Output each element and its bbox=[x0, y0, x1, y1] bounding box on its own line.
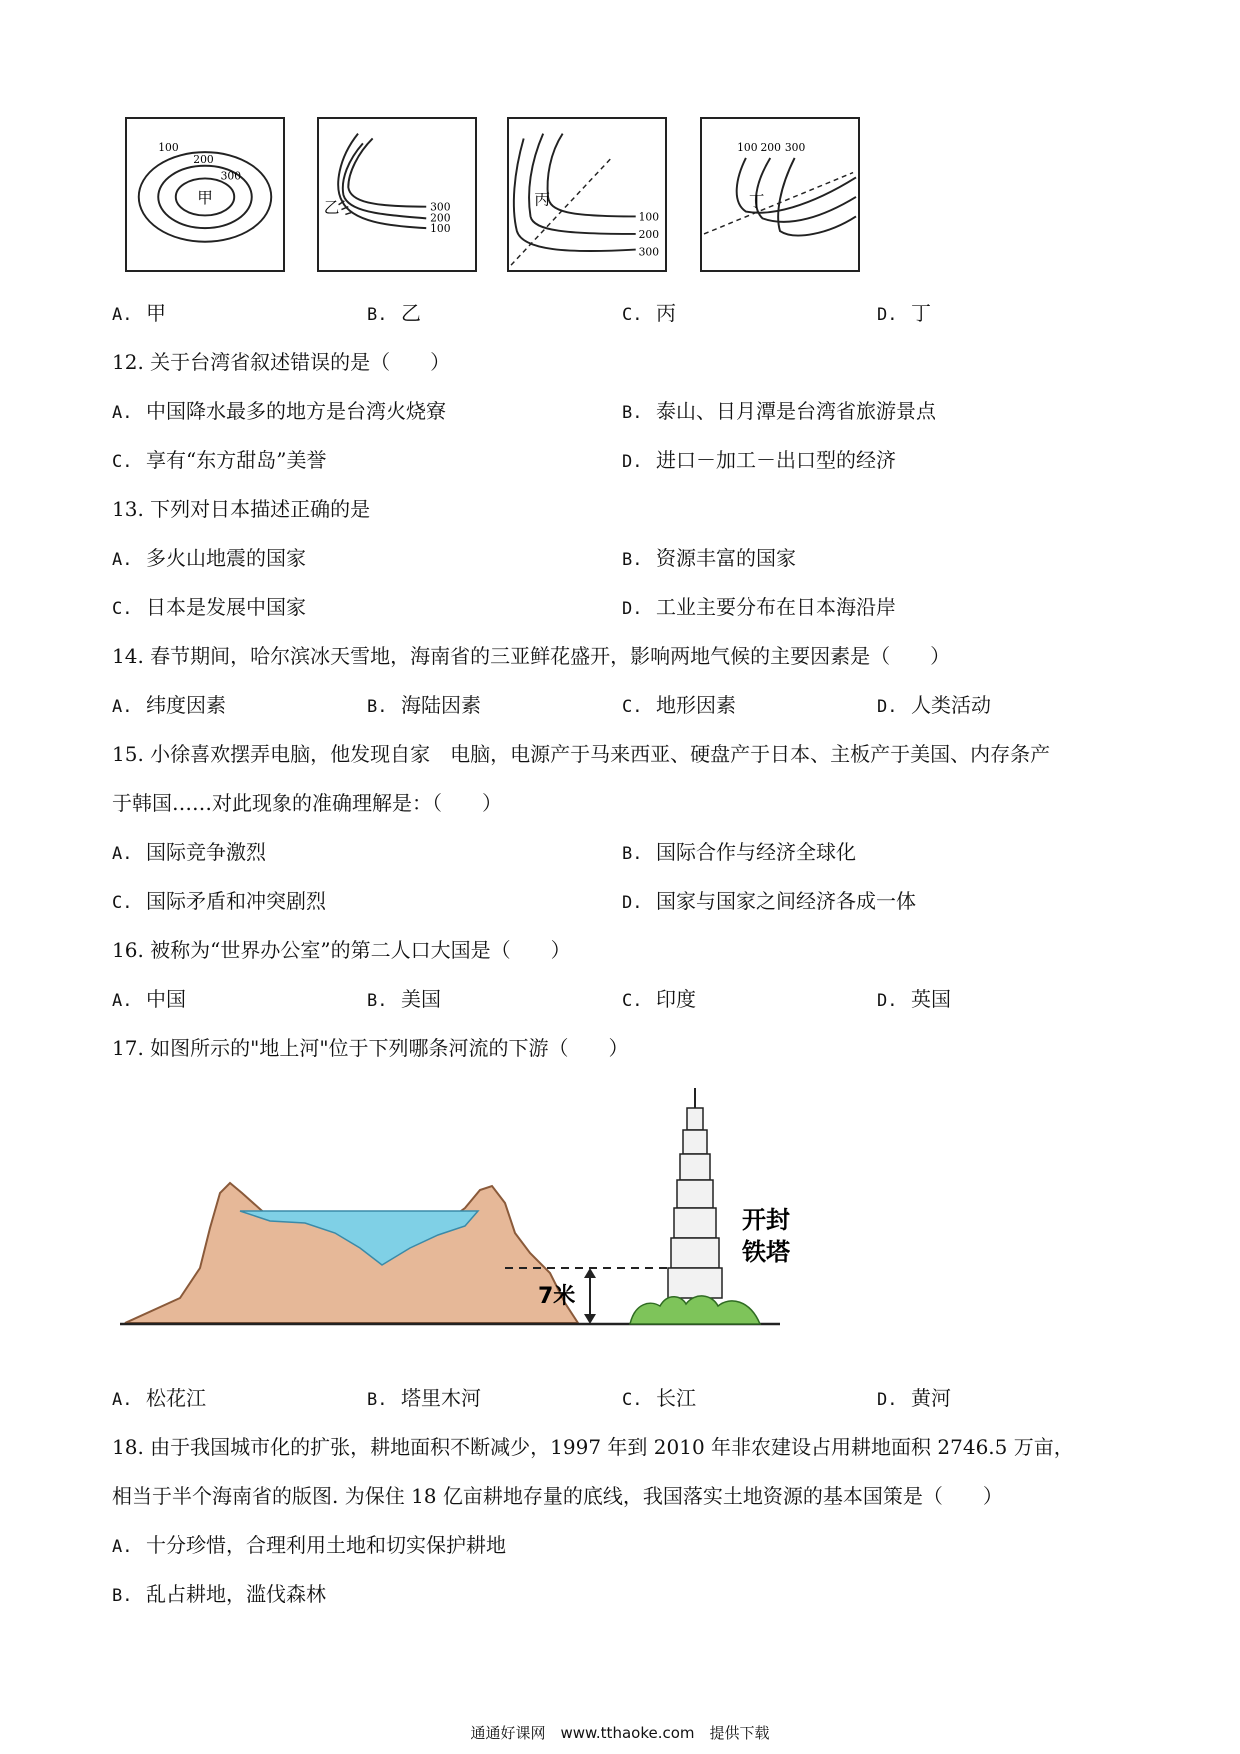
q11-options bbox=[112, 296, 1142, 330]
contour-label: 300 bbox=[220, 169, 242, 183]
contour-label: 200 bbox=[430, 211, 451, 225]
option-d[interactable]: D. 人类活动 bbox=[877, 693, 991, 717]
contour-label: 200 bbox=[193, 152, 214, 166]
contour-label: 300 bbox=[638, 245, 660, 259]
option-c[interactable]: C. 日本是发展中国家 bbox=[112, 595, 306, 619]
suspended-river-figure bbox=[120, 1078, 880, 1338]
q18-option-a-row bbox=[112, 1528, 1142, 1562]
contour-map-bing bbox=[507, 117, 667, 272]
contour-label: 300 bbox=[784, 141, 806, 155]
option-b[interactable]: B. 资源丰富的国家 bbox=[622, 546, 796, 570]
contour-map-yi bbox=[317, 117, 477, 272]
option-b[interactable]: B. 国际合作与经济全球化 bbox=[622, 840, 856, 864]
option-d[interactable]: D. 黄河 bbox=[877, 1386, 951, 1410]
contour-label: 300 bbox=[430, 200, 451, 214]
contour-map-jia bbox=[125, 117, 285, 272]
q16-options bbox=[112, 982, 1142, 1016]
contour-label: 100 bbox=[430, 222, 451, 236]
q14-stem: 14. 春节期间，哈尔滨冰天雪地，海南省的三亚鲜花盛开，影响两地气候的主要因素是（ ） bbox=[112, 644, 951, 668]
q18-option-b-row bbox=[112, 1577, 1142, 1611]
option-c[interactable]: C. 地形因素 bbox=[622, 693, 736, 717]
map-center-label: 丙 bbox=[534, 190, 550, 209]
option-a[interactable]: A. 甲 bbox=[112, 301, 166, 325]
option-d[interactable]: D. 工业主要分布在日本海沿岸 bbox=[622, 595, 896, 619]
option-a[interactable]: A. 多火山地震的国家 bbox=[112, 546, 306, 570]
option-b[interactable]: B. 泰山、日月潭是台湾省旅游景点 bbox=[622, 399, 936, 423]
map-center-label: 乙 bbox=[323, 198, 340, 217]
q18-stem-line1: 18. 由于我国城市化的扩张，耕地面积不断减少，1997 年到 2010 年非农建设占用耕地面积 2746.5 万亩， bbox=[112, 1435, 1074, 1459]
q15-stem-line1: 15. 小徐喜欢摆弄电脑，他发现自家 电脑，电源产于马来西亚、硬盘产于日本、主板产于美国、内存条产 bbox=[112, 742, 1051, 766]
option-a[interactable]: A. 十分珍惜，合理利用土地和切实保护耕地 bbox=[112, 1533, 506, 1557]
contour-map-ding bbox=[700, 117, 860, 272]
q15-options-row1 bbox=[112, 835, 1142, 869]
page-footer: 通通好课网 www.tthaoke.com 提供下载 bbox=[470, 1724, 770, 1742]
q18-stem-line2: 相当于半个海南省的版图. 为保住 18 亿亩耕地存量的底线，我国落实土地资源的基本国策是（ ） bbox=[112, 1484, 1003, 1508]
option-c[interactable]: C. 丙 bbox=[622, 301, 676, 325]
iron-pagoda-icon bbox=[630, 1088, 760, 1324]
q13-stem: 13. 下列对日本描述正确的是 bbox=[112, 497, 371, 521]
option-a[interactable]: A. 中国降水最多的地方是台湾火烧寮 bbox=[112, 399, 446, 423]
q15-options-row2 bbox=[112, 884, 1142, 918]
option-c[interactable]: C. 长江 bbox=[622, 1386, 696, 1410]
q12-stem: 12. 关于台湾省叙述错误的是（ ） bbox=[112, 350, 451, 374]
q12-options-row1 bbox=[112, 394, 1142, 428]
contour-label: 100 bbox=[158, 141, 179, 155]
contour-maps bbox=[125, 117, 905, 275]
option-a[interactable]: A. 国际竞争激烈 bbox=[112, 840, 266, 864]
q14-options bbox=[112, 688, 1142, 722]
option-d[interactable]: D. 进口－加工－出口型的经济 bbox=[622, 448, 896, 472]
q17-stem: 17. 如图所示的"地上河"位于下列哪条河流的下游（ ） bbox=[112, 1036, 629, 1060]
option-b[interactable]: B. 乙 bbox=[367, 301, 421, 325]
option-b[interactable]: B. 乱占耕地，滥伐森林 bbox=[112, 1582, 326, 1606]
map-center-label: 丁 bbox=[748, 192, 765, 211]
option-a[interactable]: A. 松花江 bbox=[112, 1386, 206, 1410]
map-center-label: 甲 bbox=[197, 188, 213, 207]
contour-label: 100 bbox=[737, 141, 758, 155]
contour-label: 200 bbox=[760, 141, 781, 155]
option-c[interactable]: C. 印度 bbox=[622, 987, 696, 1011]
contour-label: 100 bbox=[638, 210, 660, 224]
land-profile bbox=[125, 1183, 578, 1323]
tower-label-line1: 开封 bbox=[742, 1206, 790, 1234]
option-b[interactable]: B. 海陆因素 bbox=[367, 693, 481, 717]
tower-label-line2: 铁塔 bbox=[742, 1238, 790, 1266]
option-d[interactable]: D. 丁 bbox=[877, 301, 931, 325]
q13-options-row1 bbox=[112, 541, 1142, 575]
q12-options-row2 bbox=[112, 443, 1142, 477]
option-a[interactable]: A. 纬度因素 bbox=[112, 693, 226, 717]
option-c[interactable]: C. 国际矛盾和冲突剧烈 bbox=[112, 889, 326, 913]
option-b[interactable]: B. 美国 bbox=[367, 987, 441, 1011]
q16-stem: 16. 被称为“世界办公室”的第二人口大国是（ ） bbox=[112, 938, 571, 962]
height-label: 7米 bbox=[538, 1284, 576, 1309]
q15-stem-line2: 于韩国……对此现象的准确理解是：（ ） bbox=[112, 791, 502, 815]
option-b[interactable]: B. 塔里木河 bbox=[367, 1386, 481, 1410]
option-a[interactable]: A. 中国 bbox=[112, 987, 186, 1011]
option-c[interactable]: C. 享有“东方甜岛”美誉 bbox=[112, 448, 327, 472]
option-d[interactable]: D. 国家与国家之间经济各成一体 bbox=[622, 889, 916, 913]
contour-label: 200 bbox=[638, 227, 660, 241]
option-d[interactable]: D. 英国 bbox=[877, 987, 951, 1011]
q17-options bbox=[112, 1381, 1142, 1415]
q13-options-row2 bbox=[112, 590, 1142, 624]
